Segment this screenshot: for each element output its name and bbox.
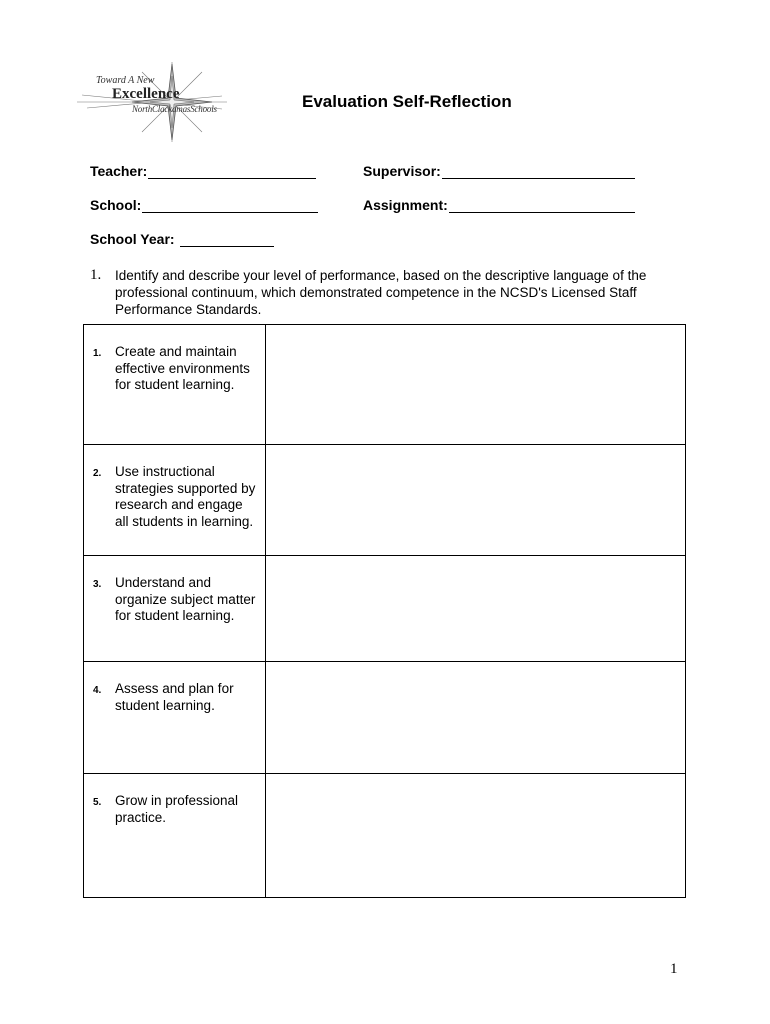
question-text: Identify and describe your level of performance, based on the descriptive language of the professional continuum, which demonstrated competence in the NCSD's Licensed Staff Performance Standards. (115, 268, 647, 317)
standard-label-cell (84, 445, 266, 556)
teacher-input-line[interactable] (148, 164, 316, 179)
supervisor-input-line[interactable] (442, 164, 635, 179)
standard-text: Create and maintain effective environments for student learning. (115, 344, 250, 392)
page-number: 1 (670, 961, 678, 977)
table-row (84, 662, 686, 774)
standard-number: 2. (93, 468, 102, 479)
table-row (84, 325, 686, 445)
logo-wordmark: Excellence (112, 86, 180, 102)
response-cell[interactable] (266, 774, 686, 898)
standard-number: 3. (93, 579, 102, 590)
question-1 (90, 267, 690, 318)
teacher-label: Teacher: (90, 163, 148, 179)
response-cell[interactable] (266, 556, 686, 662)
response-cell[interactable] (266, 662, 686, 774)
standard-number: 5. (93, 797, 102, 808)
question-number: 1. (90, 267, 102, 283)
supervisor-label: Supervisor: (363, 163, 441, 179)
standard-number: 1. (93, 348, 102, 359)
school-label: School: (90, 197, 142, 213)
table-row (84, 774, 686, 898)
standard-text: Use instructional strategies supported by research and engage all students in learning. (115, 464, 256, 529)
assignment-label: Assignment: (363, 197, 448, 213)
standard-text: Grow in professional practice. (115, 793, 239, 825)
response-cell[interactable] (266, 325, 686, 445)
standard-label-cell (84, 325, 266, 445)
school-year-field[interactable] (90, 231, 274, 247)
standard-text: Assess and plan for student learning. (115, 681, 234, 713)
teacher-field[interactable] (90, 163, 316, 179)
standard-label-cell (84, 662, 266, 774)
district-logo (72, 62, 232, 142)
logo-district-name: NorthClackamasSchools (132, 104, 217, 114)
standards-table (83, 324, 686, 898)
page-title: Evaluation Self-Reflection (302, 92, 512, 111)
school-input-line[interactable] (142, 198, 318, 213)
standard-text: Understand and organize subject matter for student learning. (115, 575, 256, 623)
table-row (84, 556, 686, 662)
assignment-input-line[interactable] (449, 198, 635, 213)
assignment-field[interactable] (363, 197, 635, 213)
school-year-input-line[interactable] (180, 232, 274, 247)
school-field[interactable] (90, 197, 318, 213)
standard-number: 4. (93, 685, 102, 696)
standard-label-cell (84, 774, 266, 898)
logo-tagline-top: Toward A New (96, 75, 155, 86)
table-row (84, 445, 686, 556)
school-year-label: School Year: (90, 231, 175, 247)
response-cell[interactable] (266, 445, 686, 556)
standard-label-cell (84, 556, 266, 662)
supervisor-field[interactable] (363, 163, 635, 179)
